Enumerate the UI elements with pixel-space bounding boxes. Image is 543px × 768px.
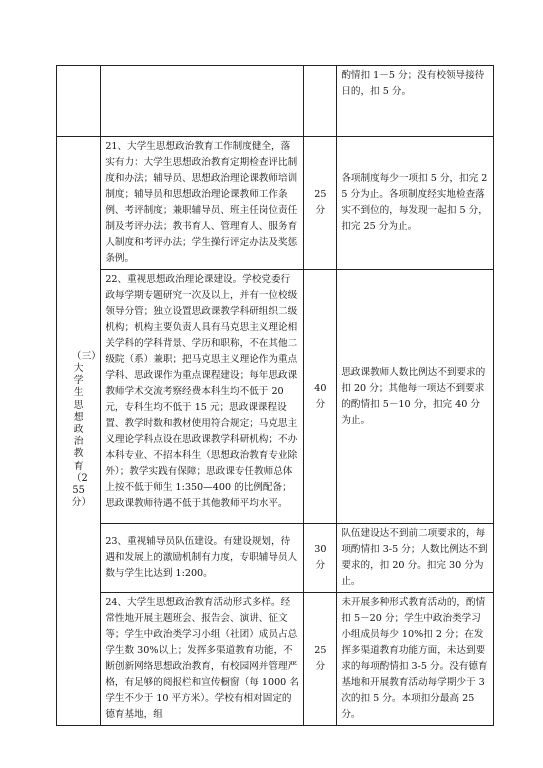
score-cell: [304, 524, 337, 593]
score-text: 25 分: [314, 645, 327, 672]
category-cell: [57, 137, 101, 726]
score-text: 25 分: [314, 189, 327, 216]
content-cell: [101, 524, 304, 593]
criteria-text: 酌情扣 1－5 分；没有校领导接待日的，扣 5 分。: [341, 70, 485, 97]
table-row: [57, 137, 494, 270]
content-cell: [101, 593, 304, 726]
criteria-cell: [337, 270, 494, 524]
content-text: 23、重视辅导员队伍建设。有建设规划，待遇和发展上的激励机制有力度，专职辅导员人数与学生比达到 1:200。: [105, 536, 298, 579]
criteria-text: 思政课教师人数比例达不到要求的扣 20 分；其他每一项达不到要求的酌情扣 5－10 分，扣完 40 分为止。: [341, 366, 486, 426]
criteria-cell: [337, 524, 494, 593]
table-row: [57, 524, 494, 593]
criteria-text: 队伍建设达不到前二项要求的，每项酌情扣 3-5 分；人数比例达不到要求的，扣 20 分。扣完 30 分为止。: [341, 528, 488, 587]
content-cell: [101, 137, 304, 270]
score-cell: [304, 270, 337, 524]
content-text: 22、重视思想政治理论课建设。学校党委行政每学期专题研究一次及以上，并有一位校级领导分管；独立设置思政课教学科研组织二级机构；机构主要负责人具有马克思主义理论相关学科的学科背景、学历和职称，不在其他二级院（系）兼职；把马克思主义理论作为重点学科、思政课作为重点课程建设；每年思政课教师学术交流考察经费本科生均不低于 20 元，专科生均不低于 15 元；思政课课程设置、教学时数和教材使用符合规定；马克思主义理论学科点设在思政课教学科研机构；不办本科专业、不招本科生（思想政治教育专业除外）；教学实践有保障；思政课专任教师总体上按不低于师生 1:350—400 的比例配备；思政课教师待遇不低于其他教师平均水平。: [105, 274, 298, 509]
criteria-cell: [337, 137, 494, 270]
content-text: 24、大学生思想政治教育活动形式多样。经常性地开展主题班会、报告会、演讲、征文等；学生中政治类学习小组（社团）成员占总学生数 30%以上；发挥多渠道教育功能，不断创新网络思想政治教育，有校园网并管理严格，有足够的阅报栏和宣传橱窗（每 1000 名学生不少于 10 平方米）。学校有相对固定的德育基地，组: [105, 597, 299, 720]
score-cell: [304, 66, 337, 137]
score-text: 40 分: [314, 382, 327, 410]
table-row: [57, 593, 494, 726]
criteria-cell: [337, 593, 494, 726]
score-text: 30 分: [314, 544, 327, 571]
content-cell: [101, 66, 304, 137]
evaluation-table: [56, 65, 494, 726]
table-row: [57, 66, 494, 137]
category-label: （三）大学生思想政治教育（255分）: [71, 350, 102, 509]
content-cell: [101, 270, 304, 524]
score-cell: [304, 593, 337, 726]
criteria-cell: [337, 66, 494, 137]
score-cell: [304, 137, 337, 270]
criteria-text: 各项制度每少一项扣 5 分，扣完 25 分为止。各项制度经实地检查落实不到位的，每发现一起扣 5 分，扣完 25 分为止。: [341, 173, 488, 232]
content-text: 21、大学生思想政治教育工作制度健全，落实有力：大学生思想政治教育定期检查评比制度和办法；辅导员、思想政治理论课教师培训制度；辅导员和思想政治理论课教师工作条例、考评制度；兼职辅导员、班主任岗位责任制及考评办法；教书育人、管理育人、服务育人制度和考评办法；学生操行评定办法及奖惩条例。: [105, 141, 298, 264]
criteria-text: 未开展多种形式教育活动的，酌情扣 5－20 分；学生中政治类学习小组成员每少 10%扣 2 分；在发挥多渠道教育功能方面，未达到要求的每项酌情扣 3-5 分。没有德育基地和开展教育活动每学期少于 3 次的扣 5 分。本项扣分最高 25 分。: [341, 597, 488, 720]
category-cell: [57, 66, 101, 137]
table-row: [57, 270, 494, 524]
